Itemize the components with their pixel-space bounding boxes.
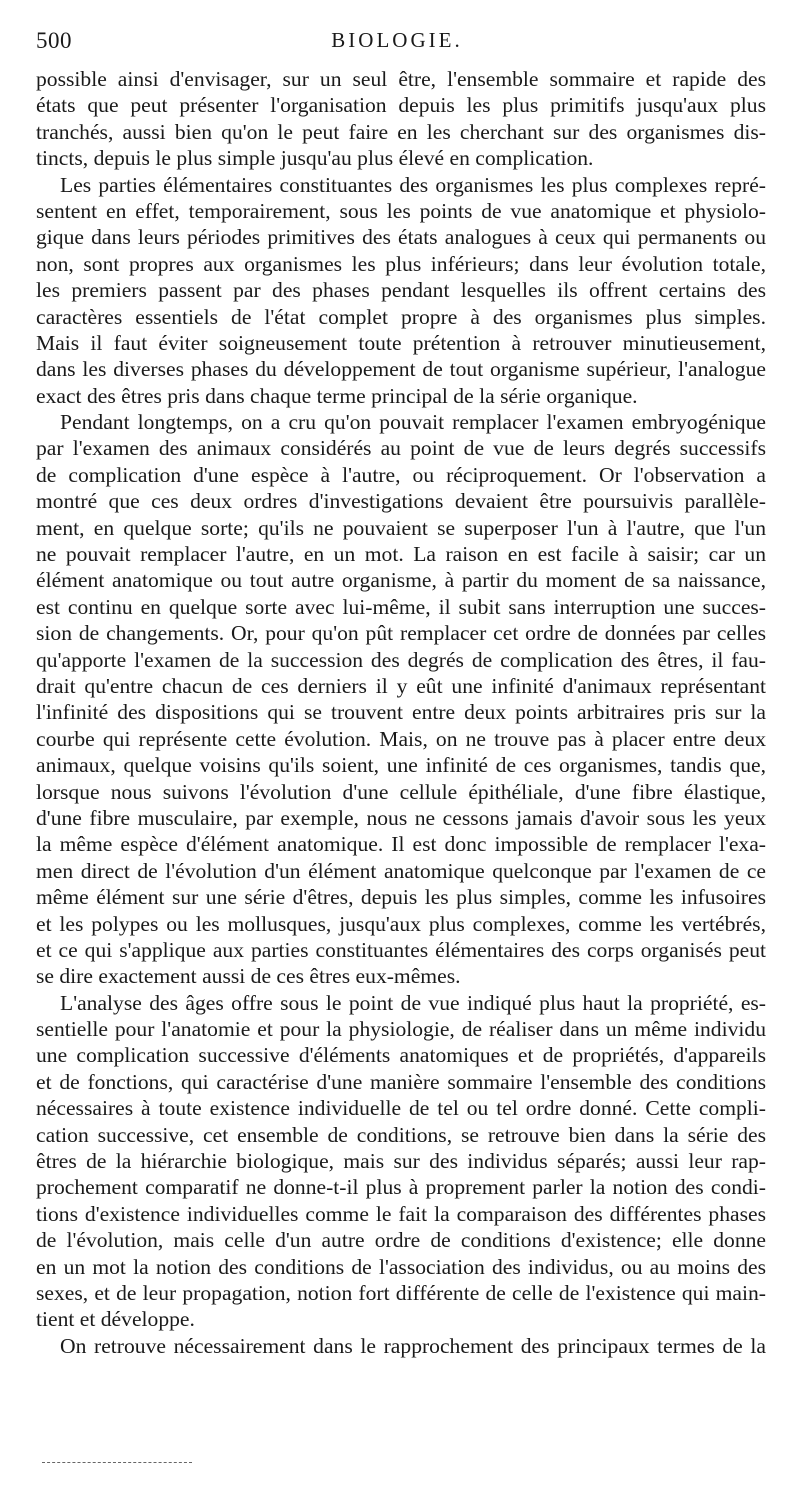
text-line: cation successive, cet ensemble de conditions, se retrouve bien dans la série des — [36, 1122, 766, 1147]
running-head: BIOLOGIE. — [331, 28, 463, 52]
text-line: même élément sur une série d'êtres, depuis les plus simples, comme les infusoires — [36, 885, 766, 910]
text-line: tions d'existence individuelles comme le fait la comparaison des différentes phases — [36, 1201, 766, 1226]
footer-rule — [42, 1462, 192, 1463]
text-line: et ce qui s'applique aux parties constituantes élémentaires des corps organisés peut — [36, 937, 766, 962]
text-line: ment, en quelque sorte; qu'ils ne pouvaient se superposer l'un à l'autre, que l'un — [36, 515, 766, 540]
text-line: drait qu'entre chacun de ces derniers il y eût une infinité d'animaux représentant — [36, 673, 766, 698]
text-line: courbe qui représente cette évolution. Mais, on ne trouve pas à placer entre deux — [36, 726, 766, 751]
text-line: par l'examen des animaux considérés au point de vue de leurs degrés successifs — [36, 436, 766, 461]
text-line: êtres de la hiérarchie biologique, mais sur des individus séparés; aussi leur rap- — [36, 1149, 766, 1174]
text-line: lorsque nous suivons l'évolution d'une cellule épithéliale, d'une fibre élastique, — [36, 779, 766, 804]
text-line: sentent en effet, temporairement, sous les points de vue anatomique et physiolo- — [36, 198, 766, 223]
text-line: une complication successive d'éléments anatomiques et de propriétés, d'appareils — [36, 1043, 766, 1068]
page-header — [36, 28, 758, 58]
text-line: sexes, et de leur propagation, notion fort différente de celle de l'existence qui main- — [36, 1280, 766, 1305]
page-number: 500 — [36, 28, 72, 53]
text-line: L'analyse des âges offre sous le point de vue indiqué plus haut la propriété, es- — [60, 990, 766, 1015]
text-line: et les polypes ou les mollusques, jusqu'aux plus complexes, comme les vertébrés, — [36, 911, 766, 936]
text-line: On retrouve nécessairement dans le rapprochement des principaux termes de la — [60, 1333, 766, 1358]
text-line: prochement comparatif ne donne-t-il plus à proprement parler la notion des condi- — [36, 1175, 766, 1200]
text-line: dans les diverses phases du développement de tout organisme supérieur, l'analogue — [36, 357, 766, 382]
text-line: nécessaires à toute existence individuelle de tel ou tel ordre donné. Cette compli- — [36, 1096, 766, 1121]
text-line: se dire exactement aussi de ces êtres eux-mêmes. — [36, 964, 461, 989]
text-line: de complication d'une espèce à l'autre, ou réciproquement. Or l'observation a — [36, 462, 766, 487]
text-line: l'infinité des dispositions qui se trouvent entre deux points arbitraires pris sur la — [36, 700, 766, 725]
text-line: sentielle pour l'anatomie et pour la physiologie, de réaliser dans un même individu — [36, 1017, 766, 1042]
text-line: la même espèce d'élément anatomique. Il est donc impossible de remplacer l'exa- — [36, 832, 766, 857]
text-line: qu'apporte l'examen de la succession des degrés de complication des êtres, il fau- — [36, 647, 766, 672]
text-line: les premiers passent par des phases pendant lesquelles ils offrent certains des — [36, 278, 766, 303]
text-line: élément anatomique ou tout autre organisme, à partir du moment de sa naissance, — [36, 568, 766, 593]
body-text — [36, 66, 766, 1359]
text-line: et de fonctions, qui caractérise d'une manière sommaire l'ensemble des conditions — [36, 1069, 766, 1094]
text-line: tincts, depuis le plus simple jusqu'au plus élevé en complication. — [36, 146, 594, 171]
text-line: gique dans leurs périodes primitives des états analogues à ceux qui permanents ou — [36, 225, 766, 250]
text-line: Mais il faut éviter soigneusement toute prétention à retrouver minutieusement, — [36, 330, 766, 355]
text-line: états que peut présenter l'organisation depuis les plus primitifs jusqu'aux plus — [36, 93, 766, 118]
text-line: en un mot la notion des conditions de l'association des individus, ou au moins des — [36, 1254, 766, 1279]
text-line: Les parties élémentaires constituantes des organismes les plus complexes repré- — [60, 172, 766, 197]
text-line: caractères essentiels de l'état complet propre à des organismes plus simples. — [36, 304, 766, 329]
text-line: de l'évolution, mais celle d'un autre ordre de conditions d'existence; elle donne — [36, 1228, 766, 1253]
text-line: non, sont propres aux organismes les plus inférieurs; dans leur évolution totale, — [36, 251, 766, 276]
text-line: animaux, quelque voisins qu'ils soient, une infinité de ces organismes, tandis que, — [36, 753, 766, 778]
text-line: sion de changements. Or, pour qu'on pût remplacer cet ordre de données par celles — [36, 621, 766, 646]
text-line: ne pouvait remplacer l'autre, en un mot. La raison en est facile à saisir; car un — [36, 542, 766, 567]
text-line: exact des êtres pris dans chaque terme principal de la série organique. — [36, 383, 638, 408]
text-line: possible ainsi d'envisager, sur un seul être, l'ensemble sommaire et rapide des — [36, 67, 766, 91]
text-line: montré que ces deux ordres d'investigations devaient être poursuivis parallèle- — [36, 489, 766, 514]
text-line: d'une fibre musculaire, par exemple, nous ne cessons jamais d'avoir sous les yeux — [36, 805, 766, 830]
text-line: tient et développe. — [36, 1307, 195, 1332]
text-line: Pendant longtemps, on a cru qu'on pouvait remplacer l'examen embryogénique — [60, 410, 766, 435]
text-line: est continu en quelque sorte avec lui-même, il subit sans interruption une succes- — [36, 594, 766, 619]
text-line: men direct de l'évolution d'un élément anatomique quelconque par l'examen de ce — [36, 858, 766, 883]
text-line: tranchés, aussi bien qu'on le peut faire en les cherchant sur des organismes dis- — [36, 119, 766, 144]
